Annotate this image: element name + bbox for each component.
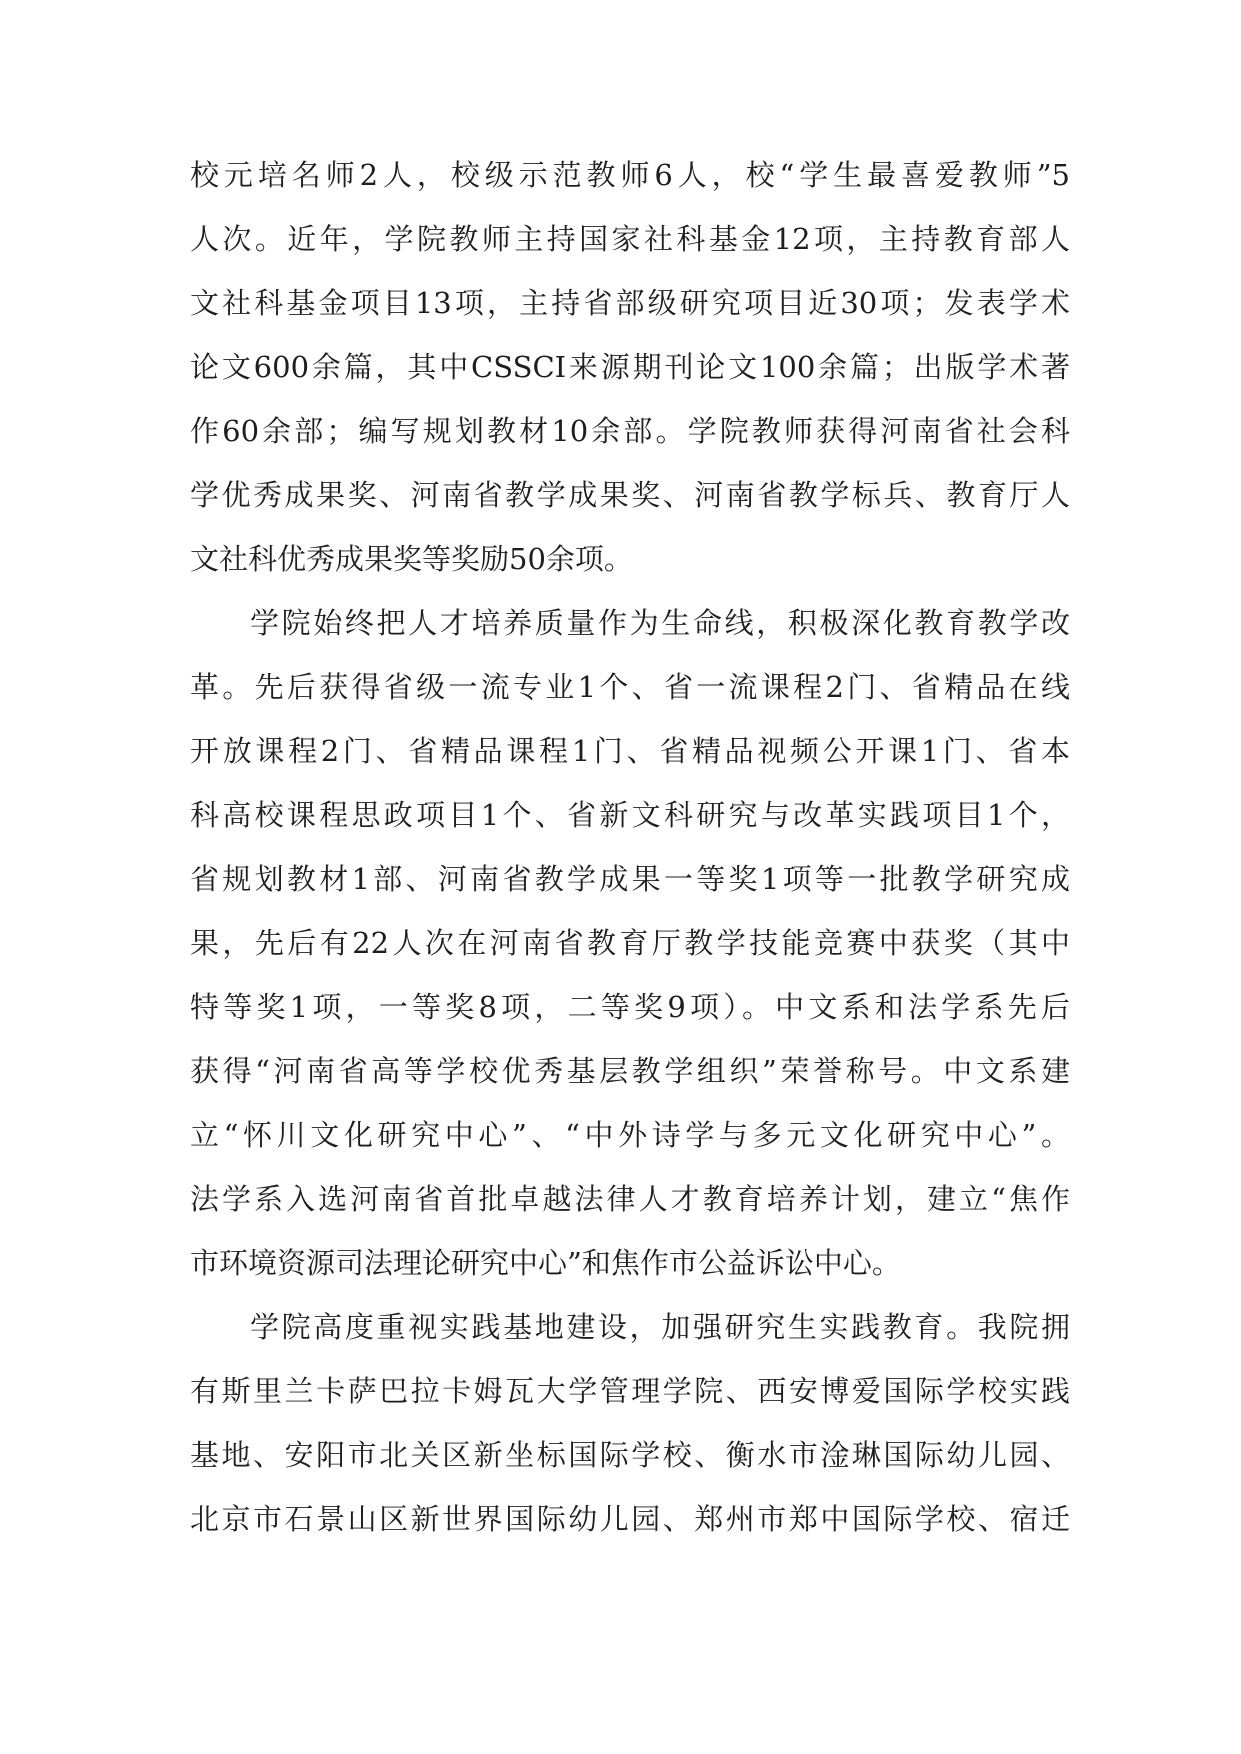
text-line: 有斯里兰卡萨巴拉卡姆瓦大学管理学院、西安博爱国际学校实践 <box>190 1374 1070 1408</box>
text-line: 省规划教材1部、河南省教学成果一等奖1项等一批教学研究成 <box>190 862 1070 896</box>
text-line: 开放课程2门、省精品课程1门、省精品视频公开课1门、省本 <box>190 734 1070 768</box>
text-line: 果，先后有22人次在河南省教育厅教学技能竞赛中获奖（其中 <box>190 926 1070 960</box>
text-line: 人次。近年，学院教师主持国家社科基金12项，主持教育部人 <box>190 222 1070 256</box>
text-line: 特等奖1项，一等奖8项，二等奖9项）。中文系和法学系先后 <box>190 990 1070 1024</box>
text-line: 立“怀川文化研究中心”、“中外诗学与多元文化研究中心”。 <box>190 1118 1070 1152</box>
text-line: 论文600余篇，其中CSSCI来源期刊论文100余篇；出版学术著 <box>190 350 1070 384</box>
text-line: 校元培名师2人，校级示范教师6人，校“学生最喜爱教师”5 <box>190 158 1070 192</box>
paragraph-first-line: 学院始终把人才培养质量作为生命线，积极深化教育教学改 <box>250 606 1070 640</box>
text-line: 科高校课程思政项目1个、省新文科研究与改革实践项目1个， <box>190 798 1070 832</box>
text-line: 作60余部；编写规划教材10余部。学院教师获得河南省社会科 <box>190 414 1070 448</box>
text-line: 文社科基金项目13项，主持省部级研究项目近30项；发表学术 <box>190 286 1070 320</box>
text-line: 革。先后获得省级一流专业1个、省一流课程2门、省精品在线 <box>190 670 1070 704</box>
text-line: 法学系入选河南省首批卓越法律人才教育培养计划，建立“焦作 <box>190 1182 1070 1216</box>
text-line: 文社科优秀成果奖等奖励50余项。 <box>190 542 633 576</box>
text-line: 基地、安阳市北关区新坐标国际学校、衡水市淦琳国际幼儿园、 <box>190 1438 1070 1472</box>
text-line: 获得“河南省高等学校优秀基层教学组织”荣誉称号。中文系建 <box>190 1054 1070 1088</box>
text-line: 北京市石景山区新世界国际幼儿园、郑州市郑中国际学校、宿迁 <box>190 1502 1070 1536</box>
text-line: 学优秀成果奖、河南省教学成果奖、河南省教学标兵、教育厅人 <box>190 478 1070 512</box>
text-line: 市环境资源司法理论研究中心”和焦作市公益诉讼中心。 <box>190 1246 901 1280</box>
paragraph-first-line: 学院高度重视实践基地建设，加强研究生实践教育。我院拥 <box>250 1310 1070 1344</box>
